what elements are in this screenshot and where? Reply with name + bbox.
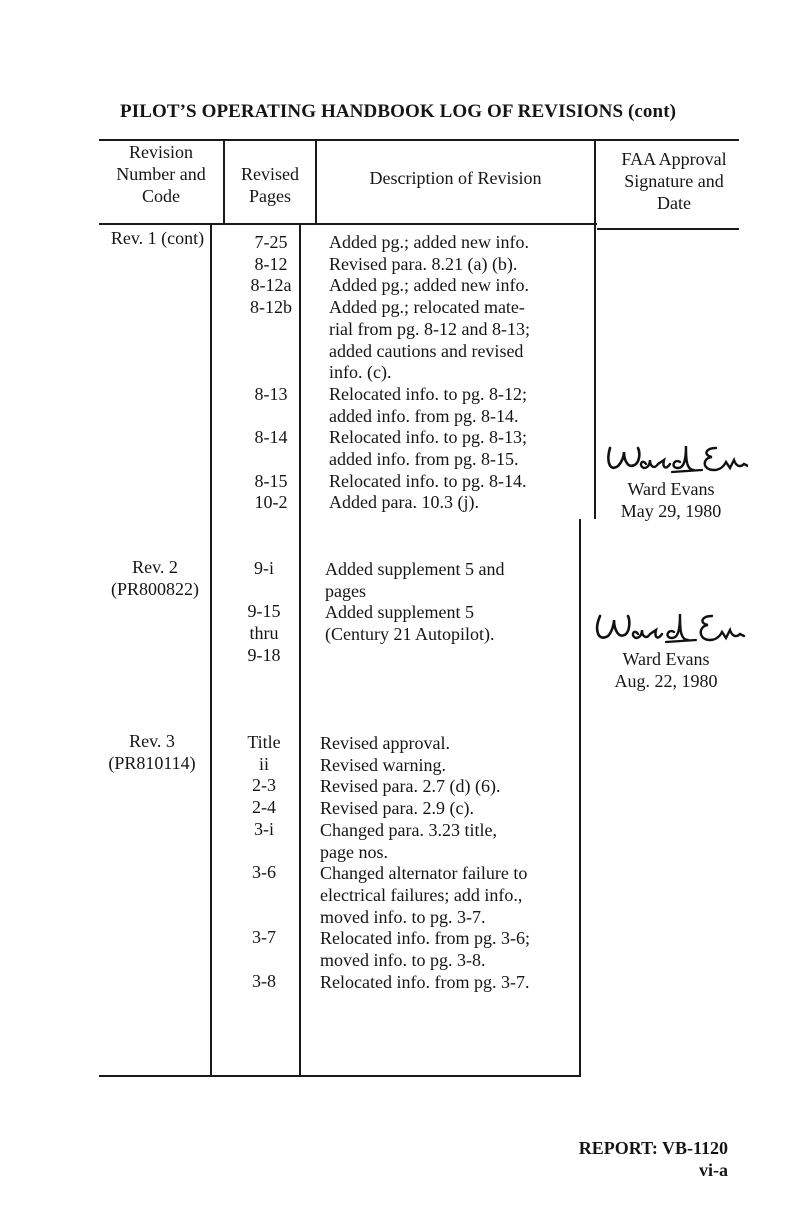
revised-pages: Title ii 2-3 2-4 3-i 3-6 3-7 3-8 bbox=[247, 732, 281, 991]
approval-date: May 29, 1980 bbox=[620, 501, 722, 521]
approver-name: Ward Evans bbox=[627, 479, 715, 499]
faa-approval-2 bbox=[586, 606, 746, 692]
revision-description: Added pg.; added new info. Revised para. 8.21 (a) (b). Added pg.; added new info. Added pg.; relocated mate- rial from pg. 8-12 and 8-13; added cautions and revised info. (c). Relocated info. to pg. 8-12; added info. from pg. 8-14. Relocated info. to pg. 8-13; added info. from pg. 8-15. Relocated info. to pg. 8-14. Added para. 10.3 (j). bbox=[329, 232, 530, 513]
revision-code: Rev. 2 (PR800822) bbox=[110, 557, 199, 599]
revision-description: Added supplement 5 and pages Added supplement 5 (Century 21 Autopilot). bbox=[325, 559, 505, 645]
approver-name: Ward Evans bbox=[622, 649, 710, 669]
page-number: vi-a bbox=[699, 1160, 728, 1180]
page-title: PILOT’S OPERATING HANDBOOK LOG OF REVISIONS (cont) bbox=[120, 101, 677, 122]
approval-date: Aug. 22, 1980 bbox=[614, 671, 718, 691]
header-bottom-rule bbox=[99, 223, 597, 225]
header-revision: Revision Number and Code bbox=[116, 142, 206, 206]
revision-code: Rev. 3 (PR810114) bbox=[108, 731, 196, 773]
signature-ward-evans-1 bbox=[598, 440, 748, 478]
approval-header-rule bbox=[597, 228, 739, 230]
revision-code: Rev. 1 (cont) bbox=[110, 228, 205, 248]
table-bottom-rule bbox=[99, 1075, 581, 1077]
revision-description: Revised approval. Revised warning. Revised para. 2.7 (d) (6). Revised para. 2.9 (c). Changed para. 3.23 title, page nos. Changed alternator failure to electrical failures; add info., moved info. to pg. 3-7. Relocated info. from pg. 3-6; moved info. to pg. 3-8. Relocated info. from pg. 3-7. bbox=[320, 733, 530, 992]
header-revised-pages: Revised Pages bbox=[241, 164, 299, 206]
header-description: Description of Revision bbox=[369, 168, 542, 188]
column-divider-1-lower bbox=[210, 224, 212, 1076]
header-faa-approval: FAA Approval Signature and Date bbox=[621, 149, 727, 213]
report-number: REPORT: VB-1120 bbox=[578, 1138, 728, 1158]
revised-pages: 7-25 8-12 8-12a 8-12b 8-13 8-14 8-15 10-2 bbox=[250, 232, 292, 513]
revised-pages: 9-i 9-15 thru 9-18 bbox=[247, 558, 281, 665]
column-divider-3-lower bbox=[579, 519, 581, 1076]
signature-ward-evans-2 bbox=[586, 606, 746, 648]
faa-approval-1 bbox=[598, 440, 744, 522]
